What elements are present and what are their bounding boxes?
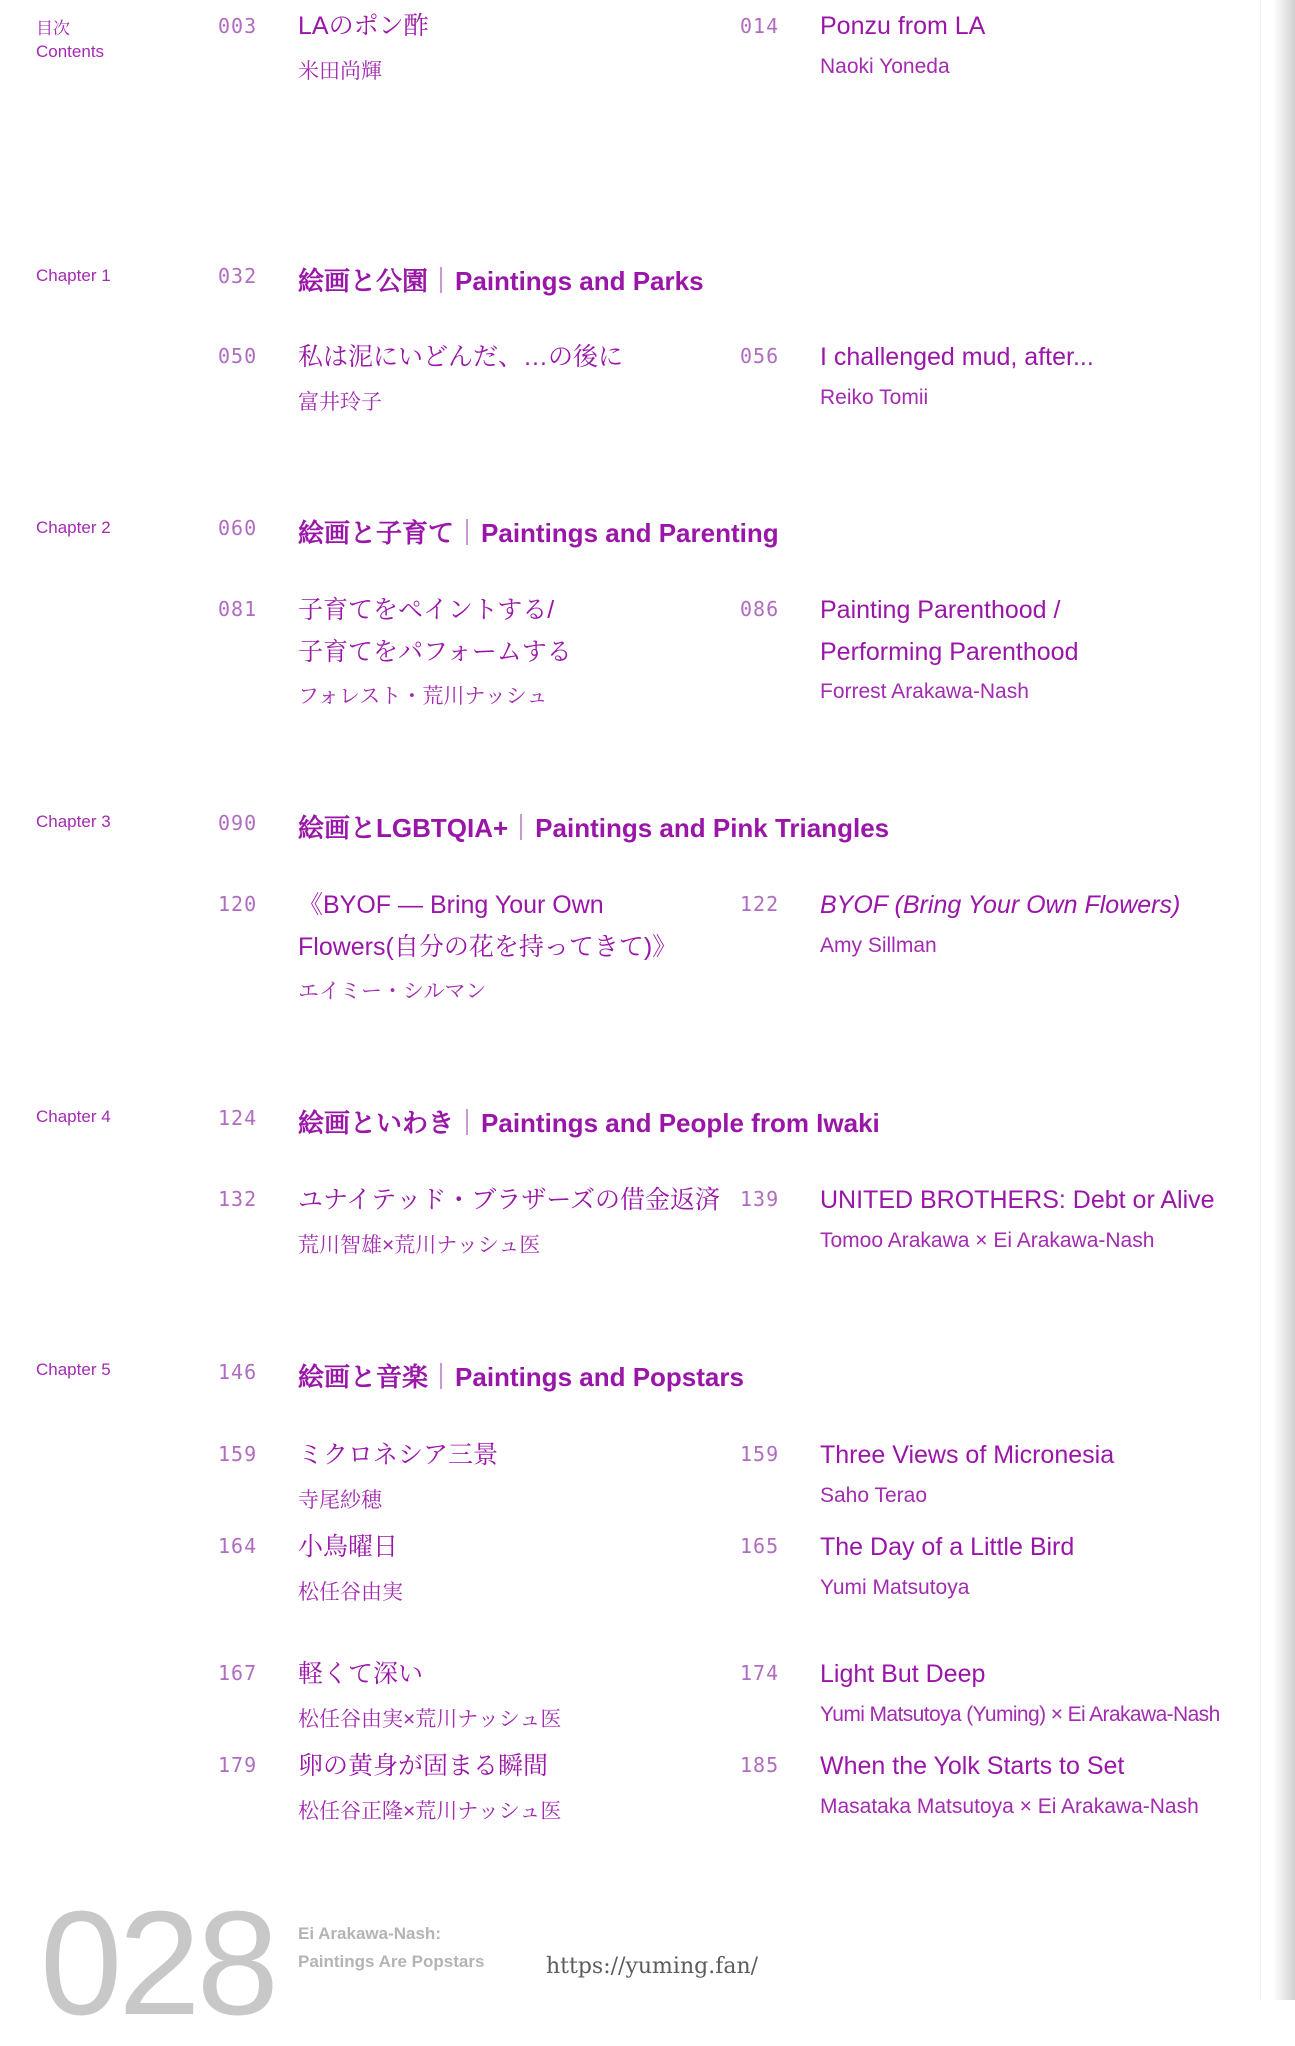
- ch5-entry-2-author-jp: 松任谷由実: [298, 1581, 403, 1604]
- contents-label-en: Contents: [36, 42, 105, 61]
- chapter-2-label: Chapter 2: [36, 518, 111, 537]
- intro-page-num-jp[interactable]: 003: [218, 14, 258, 38]
- intro-page-num-en[interactable]: 014: [740, 14, 780, 38]
- ch3-entry-author-jp: エイミー・シルマン: [298, 980, 487, 1003]
- ch4-entry-page-num-en[interactable]: 139: [740, 1187, 780, 1211]
- chapter-1-title[interactable]: [298, 261, 704, 298]
- ch5-entry-3-author-en: Yumi Matsutoya (Yuming) × Ei Arakawa-Nash: [820, 1703, 1220, 1726]
- chapter-2-title-jp: 絵画と子育て: [298, 518, 455, 548]
- ch3-entry-title-jp-line1[interactable]: 《BYOF ― Bring Your Own: [298, 891, 604, 919]
- ch5-entry-2-author-en: Yumi Matsutoya: [820, 1576, 970, 1599]
- ch5-entry-1-page-num-en[interactable]: 159: [740, 1442, 780, 1466]
- page-edge-shadow: [1273, 0, 1295, 2000]
- chapter-3-title-jp: 絵画とLGBTQIA+: [298, 813, 509, 843]
- chapter-1-label: Chapter 1: [36, 266, 111, 285]
- intro-title-jp[interactable]: LAのポン酢: [298, 12, 429, 40]
- chapter-2-title[interactable]: [298, 513, 779, 550]
- ch5-entry-3-title-jp[interactable]: 軽くて深い: [298, 1660, 424, 1688]
- ch4-entry-author-jp: 荒川智雄×荒川ナッシュ医: [298, 1234, 541, 1257]
- ch4-entry-title-en[interactable]: UNITED BROTHERS: Debt or Alive: [820, 1186, 1215, 1214]
- intro-title-en[interactable]: Ponzu from LA: [820, 12, 986, 40]
- chapter-4-title-en: Paintings and People from Iwaki: [481, 1108, 880, 1138]
- chapter-1-title-en: Paintings and Parks: [455, 266, 704, 296]
- ch5-entry-3-title-en[interactable]: Light But Deep: [820, 1660, 986, 1688]
- ch5-entry-4-author-jp: 松任谷正隆×荒川ナッシュ医: [298, 1800, 562, 1823]
- ch5-entry-3-page-num-jp[interactable]: 167: [218, 1661, 258, 1685]
- ch5-entry-4-page-num-jp[interactable]: 179: [218, 1753, 258, 1777]
- ch2-entry-title-jp-line2[interactable]: 子育てをパフォームする: [298, 638, 572, 666]
- chapter-4-title[interactable]: [298, 1103, 880, 1140]
- chapter-4-label: Chapter 4: [36, 1107, 111, 1126]
- watermark-url: https://yuming.fan/: [546, 1954, 759, 1979]
- ch1-entry-page-num-en[interactable]: 056: [740, 344, 780, 368]
- chapter-3-title[interactable]: [298, 808, 889, 845]
- title-separator: [440, 267, 442, 293]
- ch1-entry-title-jp[interactable]: 私は泥にいどんだ、…の後に: [298, 343, 624, 371]
- ch3-entry-page-num-en[interactable]: 122: [740, 892, 780, 916]
- ch1-entry-title-en[interactable]: I challenged mud, after...: [820, 343, 1094, 371]
- ch2-entry-author-en: Forrest Arakawa-Nash: [820, 680, 1029, 703]
- title-separator: [440, 1363, 442, 1389]
- chapter-5-title[interactable]: [298, 1357, 744, 1394]
- ch5-entry-1-title-jp[interactable]: ミクロネシア三景: [298, 1441, 499, 1469]
- folio-page-number: 028: [40, 1881, 275, 2046]
- chapter-4-page-num[interactable]: 124: [218, 1106, 258, 1130]
- ch4-entry-title-jp[interactable]: ユナイテッド・ブラザーズの借金返済: [298, 1186, 721, 1214]
- ch5-entry-4-author-en: Masataka Matsutoya × Ei Arakawa-Nash: [820, 1795, 1199, 1818]
- intro-author-jp: 米田尚輝: [298, 60, 382, 83]
- ch5-entry-4-title-jp[interactable]: 卵の黄身が固まる瞬間: [298, 1752, 549, 1780]
- page-gutter-line: [1260, 0, 1261, 2000]
- ch5-entry-1-title-en[interactable]: Three Views of Micronesia: [820, 1441, 1115, 1469]
- ch5-entry-2-page-num-jp[interactable]: 164: [218, 1534, 258, 1558]
- ch2-entry-title-jp-line1[interactable]: 子育てをペイントする/: [298, 596, 555, 624]
- title-separator: [466, 1109, 468, 1135]
- chapter-2-page-num[interactable]: 060: [218, 516, 258, 540]
- ch5-entry-4-page-num-en[interactable]: 185: [740, 1753, 780, 1777]
- chapter-4-title-jp: 絵画といわき: [298, 1108, 455, 1138]
- ch3-entry-title-jp-line2[interactable]: Flowers(自分の花を持ってきて)》: [298, 933, 678, 961]
- ch2-entry-page-num-en[interactable]: 086: [740, 597, 780, 621]
- chapter-3-title-en: Paintings and Pink Triangles: [535, 813, 890, 843]
- ch4-entry-page-num-jp[interactable]: 132: [218, 1187, 258, 1211]
- chapter-5-title-jp: 絵画と音楽: [298, 1362, 429, 1392]
- chapter-5-title-en: Paintings and Popstars: [455, 1362, 744, 1392]
- ch3-entry-title-en[interactable]: BYOF (Bring Your Own Flowers): [820, 891, 1181, 919]
- contents-label-jp: 目次: [36, 19, 70, 38]
- ch2-entry-title-en-line1[interactable]: Painting Parenthood /: [820, 596, 1061, 624]
- chapter-5-label: Chapter 5: [36, 1360, 111, 1379]
- ch5-entry-1-page-num-jp[interactable]: 159: [218, 1442, 258, 1466]
- running-title-line1: Ei Arakawa-Nash:: [298, 1924, 441, 1943]
- ch2-entry-page-num-jp[interactable]: 081: [218, 597, 258, 621]
- chapter-1-page-num[interactable]: 032: [218, 264, 258, 288]
- ch5-entry-1-author-jp: 寺尾紗穂: [298, 1489, 382, 1512]
- ch5-entry-2-title-jp[interactable]: 小鳥曜日: [298, 1533, 399, 1561]
- chapter-3-page-num[interactable]: 090: [218, 811, 258, 835]
- ch3-entry-page-num-jp[interactable]: 120: [218, 892, 258, 916]
- chapter-3-label: Chapter 3: [36, 812, 111, 831]
- ch2-entry-author-jp: フォレスト・荒川ナッシュ: [298, 685, 548, 708]
- chapter-2-title-en: Paintings and Parenting: [481, 518, 779, 548]
- chapter-5-page-num[interactable]: 146: [218, 1360, 258, 1384]
- ch2-entry-title-en-line2[interactable]: Performing Parenthood: [820, 638, 1079, 666]
- chapter-1-title-jp: 絵画と公園: [298, 266, 429, 296]
- ch5-entry-3-author-jp: 松任谷由実×荒川ナッシュ医: [298, 1708, 562, 1731]
- ch1-entry-author-en: Reiko Tomii: [820, 386, 929, 409]
- ch1-entry-author-jp: 富井玲子: [298, 391, 382, 414]
- ch5-entry-3-page-num-en[interactable]: 174: [740, 1661, 780, 1685]
- title-separator: [520, 814, 522, 840]
- ch5-entry-4-title-en[interactable]: When the Yolk Starts to Set: [820, 1752, 1125, 1780]
- ch5-entry-2-page-num-en[interactable]: 165: [740, 1534, 780, 1558]
- ch4-entry-author-en: Tomoo Arakawa × Ei Arakawa-Nash: [820, 1229, 1155, 1252]
- ch5-entry-2-title-en[interactable]: The Day of a Little Bird: [820, 1533, 1075, 1561]
- running-title-line2: Paintings Are Popstars: [298, 1952, 485, 1971]
- intro-author-en: Naoki Yoneda: [820, 55, 950, 78]
- title-separator: [466, 519, 468, 545]
- ch3-entry-author-en: Amy Sillman: [820, 934, 937, 957]
- ch1-entry-page-num-jp[interactable]: 050: [218, 344, 258, 368]
- ch5-entry-1-author-en: Saho Terao: [820, 1484, 928, 1507]
